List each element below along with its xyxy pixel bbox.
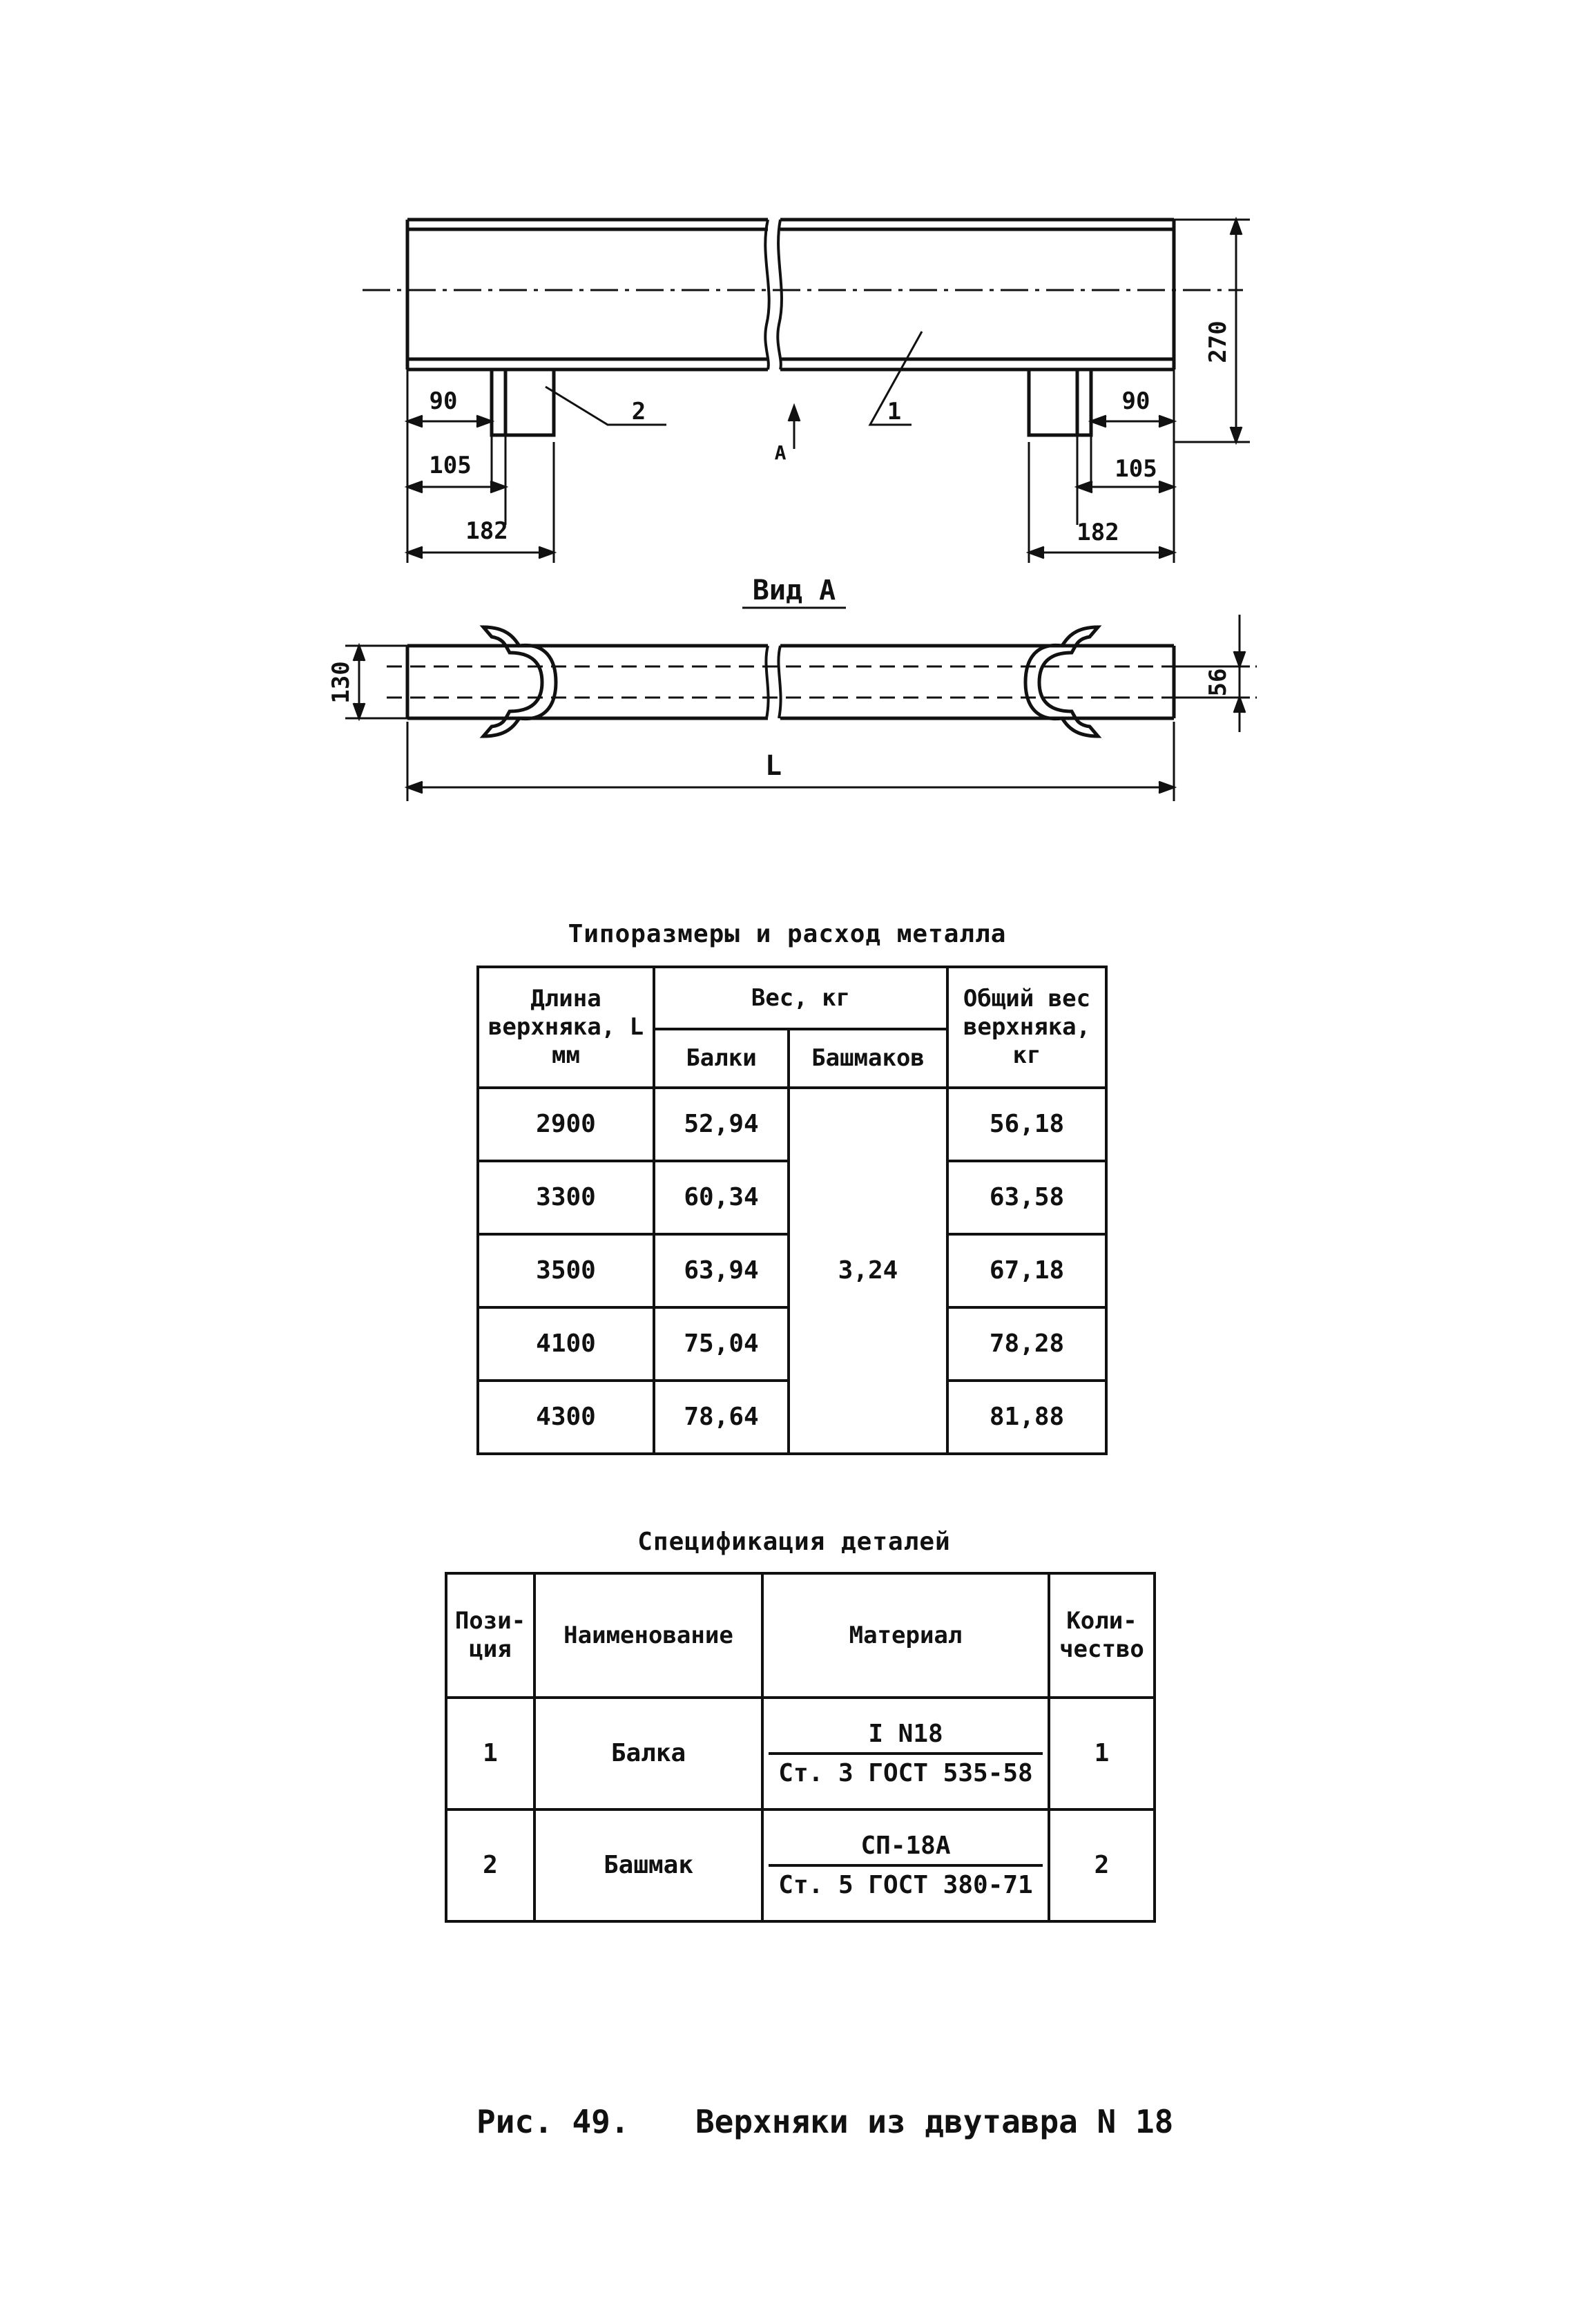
header-weight: Вес, кг	[654, 967, 947, 1029]
cell-material	[762, 1809, 1049, 1921]
header-length: Длина верхняка, L мм	[478, 967, 654, 1088]
material-profile: СП-18А	[769, 1830, 1042, 1867]
dim-width-label: 130	[327, 661, 355, 704]
header-position: Пози-ция	[446, 1573, 534, 1698]
shoe-left-front	[492, 369, 554, 435]
cell-position: 2	[446, 1809, 534, 1921]
figure-title: Верхняки из двутавра N 18	[695, 2103, 1174, 2140]
cell-beam: 63,94	[654, 1234, 789, 1307]
header-quantity: Коли-чество	[1049, 1573, 1155, 1698]
cell-length: 4100	[478, 1307, 654, 1381]
view-arrow-label: A	[774, 441, 787, 464]
cell-length: 2900	[478, 1088, 654, 1161]
spec-table-title: Спецификация деталей	[637, 1528, 951, 1556]
dim-height-label: 270	[1204, 320, 1232, 363]
dim-pad-right-label: 90	[1121, 387, 1150, 415]
cell-name: Башмак	[534, 1809, 762, 1921]
material-profile: I N18	[769, 1718, 1042, 1755]
technical-drawing	[0, 0, 1591, 829]
dim-offset-right-label: 105	[1115, 455, 1157, 483]
beam-front-view	[363, 220, 1243, 369]
material-grade: Ст. 3 ГОСТ 535-58	[778, 1759, 1033, 1787]
cell-material	[762, 1698, 1049, 1809]
pos-beam-label: 1	[887, 398, 902, 425]
dim-span-right-label: 182	[1077, 519, 1119, 546]
sizes-table	[476, 966, 1108, 1455]
dim-length	[407, 722, 1174, 801]
cell-beam: 78,64	[654, 1381, 789, 1454]
header-material: Материал	[762, 1573, 1049, 1698]
cell-length: 4300	[478, 1381, 654, 1454]
cell-position: 1	[446, 1698, 534, 1809]
header-shoes: Башмаков	[789, 1029, 947, 1088]
cell-total: 67,18	[947, 1234, 1106, 1307]
dim-span-left-label: 182	[465, 517, 508, 545]
leader-shoe	[546, 387, 666, 425]
table-row	[478, 1088, 1106, 1161]
cell-total: 56,18	[947, 1088, 1106, 1161]
material-grade: Ст. 5 ГОСТ 380-71	[778, 1871, 1033, 1899]
cell-length: 3300	[478, 1161, 654, 1234]
figure-number: Рис. 49.	[476, 2103, 630, 2140]
figure-caption	[476, 2103, 1173, 2140]
table-row	[446, 1809, 1155, 1921]
cell-beam: 60,34	[654, 1161, 789, 1234]
spec-table	[445, 1572, 1156, 1923]
pos-shoe-label: 2	[631, 398, 646, 425]
header-name: Наименование	[534, 1573, 762, 1698]
cell-length: 3500	[478, 1234, 654, 1307]
header-total: Общий вес верхняка, кг	[947, 967, 1106, 1088]
dim-offset-left-label: 105	[429, 452, 472, 479]
dim-length-label: L	[764, 750, 782, 782]
cell-beam: 52,94	[654, 1088, 789, 1161]
cell-total: 63,58	[947, 1161, 1106, 1234]
cell-total: 81,88	[947, 1381, 1106, 1454]
cell-total: 78,28	[947, 1307, 1106, 1381]
table-row	[446, 1698, 1155, 1809]
cell-shoes: 3,24	[789, 1088, 947, 1454]
dim-pad-left-label: 90	[429, 387, 458, 415]
dim-web-label: 56	[1204, 668, 1232, 697]
sizes-table-title: Типоразмеры и расход металла	[568, 920, 1007, 948]
cell-quantity: 1	[1049, 1698, 1155, 1809]
view-title: Вид А	[752, 575, 836, 606]
cell-name: Балка	[534, 1698, 762, 1809]
cell-quantity: 2	[1049, 1809, 1155, 1921]
cell-beam: 75,04	[654, 1307, 789, 1381]
beam-plan-view	[387, 646, 1257, 718]
shoe-right-front	[1029, 369, 1091, 435]
header-beam: Балки	[654, 1029, 789, 1088]
